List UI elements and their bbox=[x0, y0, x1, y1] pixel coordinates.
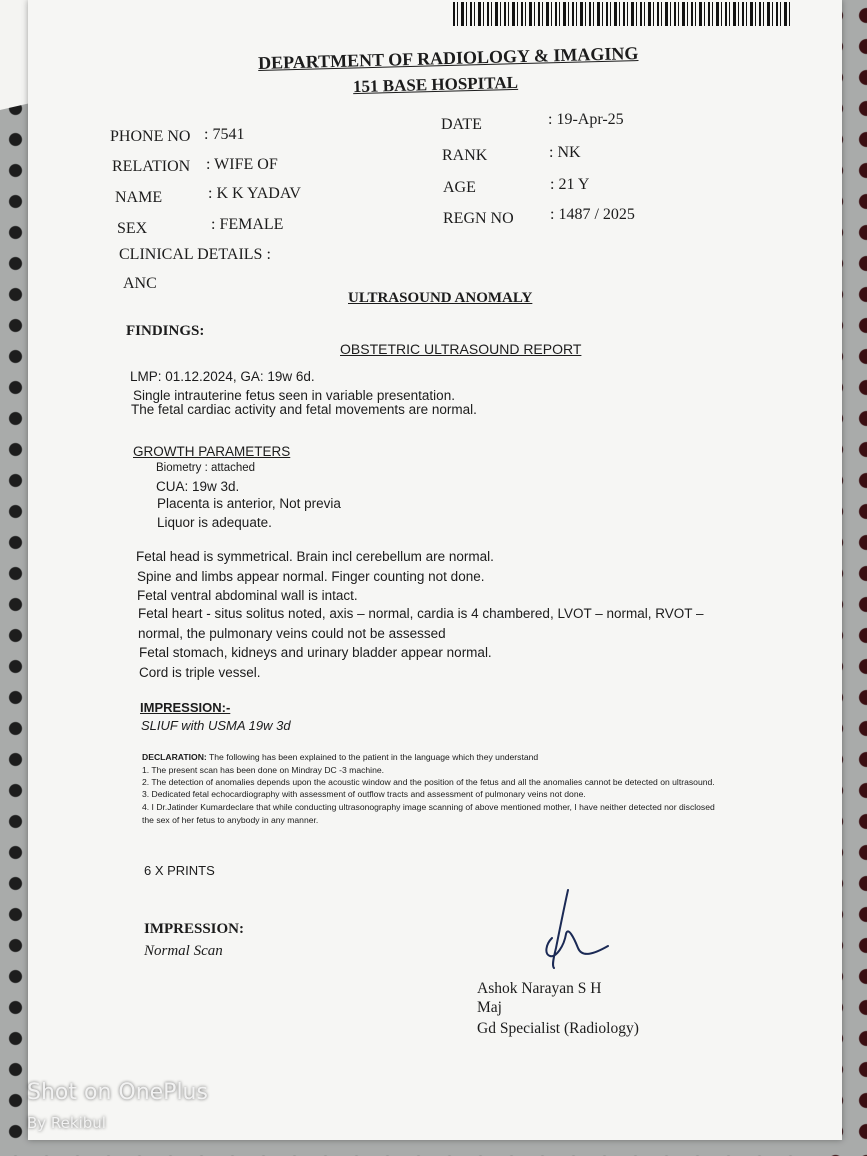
declaration-head: DECLARATION: bbox=[142, 752, 207, 762]
fetal-line: Spine and limbs appear normal. Finger counting not done. bbox=[137, 569, 485, 584]
date-label: DATE bbox=[441, 116, 482, 133]
regn-value: : 1487 / 2025 bbox=[550, 206, 635, 223]
department-title: DEPARTMENT OF RADIOLOGY & IMAGING bbox=[257, 43, 639, 73]
relation-label: RELATION bbox=[112, 158, 191, 175]
doctor-name: Ashok Narayan S H bbox=[477, 980, 602, 997]
declaration-intro bbox=[142, 752, 538, 762]
intro-line: The fetal cardiac activity and fetal movements are normal. bbox=[131, 402, 477, 417]
final-impression-label: IMPRESSION: bbox=[144, 921, 245, 937]
fetal-line: Fetal stomach, kidneys and urinary bladder appear normal. bbox=[139, 645, 492, 660]
growth-line: Placenta is anterior, Not previa bbox=[157, 496, 341, 511]
clinical-details-value: ANC bbox=[123, 275, 157, 292]
doctor-title: Gd Specialist (Radiology) bbox=[477, 1020, 639, 1037]
phone-label: PHONE NO bbox=[110, 128, 191, 145]
prints-count: 6 X PRINTS bbox=[144, 863, 215, 878]
clinical-details-label: CLINICAL DETAILS : bbox=[119, 246, 271, 263]
declaration-item: the sex of her fetus to anybody in any manner. bbox=[142, 815, 319, 825]
phone-value: : 7541 bbox=[204, 126, 245, 143]
growth-line: Liquor is adequate. bbox=[157, 515, 272, 530]
camera-watermark-author: By Rekibul bbox=[27, 1114, 106, 1132]
growth-parameters-title: GROWTH PARAMETERS bbox=[133, 444, 291, 459]
impression-label: IMPRESSION:- bbox=[140, 700, 231, 715]
fetal-line: normal, the pulmonary veins could not be assessed bbox=[138, 626, 446, 641]
fetal-line: Fetal ventral abdominal wall is intact. bbox=[137, 588, 358, 603]
doctor-rank: Maj bbox=[477, 999, 502, 1016]
name-value: : K K YADAV bbox=[208, 185, 301, 202]
age-label: AGE bbox=[443, 179, 476, 196]
growth-line: CUA: 19w 3d. bbox=[156, 479, 240, 494]
final-impression-value: Normal Scan bbox=[144, 943, 223, 959]
signature-icon bbox=[538, 888, 618, 978]
relation-value: : WIFE OF bbox=[206, 156, 278, 173]
rank-label: RANK bbox=[442, 147, 488, 164]
intro-line: LMP: 01.12.2024, GA: 19w 6d. bbox=[130, 369, 315, 384]
declaration-item: 1. The present scan has been done on Mindray DC -3 machine. bbox=[142, 765, 385, 775]
barcode-icon bbox=[453, 2, 793, 26]
name-label: NAME bbox=[115, 189, 163, 206]
findings-label: FINDINGS: bbox=[126, 323, 205, 339]
fetal-line: Cord is triple vessel. bbox=[139, 665, 261, 680]
camera-watermark: Shot on OnePlus bbox=[27, 1080, 208, 1105]
sex-value: : FEMALE bbox=[211, 216, 284, 233]
ultrasound-anomaly-title: ULTRASOUND ANOMALY bbox=[348, 290, 533, 306]
rank-value: : NK bbox=[549, 144, 581, 161]
date-value: : 19-Apr-25 bbox=[548, 111, 624, 128]
age-value: : 21 Y bbox=[550, 176, 590, 193]
fetal-line: Fetal head is symmetrical. Brain incl cerebellum are normal. bbox=[136, 549, 494, 564]
sex-label: SEX bbox=[117, 220, 148, 237]
declaration-item: 4. I Dr.Jatinder Kumardeclare that while conducting ultrasonography image scanning of above mentioned mother, I have neither detected nor disclosed bbox=[142, 802, 715, 812]
impression-value: SLIUF with USMA 19w 3d bbox=[141, 718, 291, 733]
declaration-item: 3. Dedicated fetal echocardiography with assessment of outflow tracts and assessment of pulmonary veins not done. bbox=[142, 789, 586, 799]
intro-line: Single intrauterine fetus seen in variable presentation. bbox=[133, 388, 455, 403]
declaration-intro-text: The following has been explained to the patient in the language which they understand bbox=[206, 752, 539, 762]
obstetric-report-title: OBSTETRIC ULTRASOUND REPORT bbox=[340, 341, 582, 357]
report-paper bbox=[28, 0, 842, 1140]
declaration-item: 2. The detection of anomalies depends upon the acoustic window and the position of the fetus and all the anomalies cannot be detected on ultrasound. bbox=[142, 777, 715, 787]
regn-label: REGN NO bbox=[443, 210, 514, 227]
fetal-line: Fetal heart - situs solitus noted, axis – normal, cardia is 4 chambered, LVOT – normal, RVOT – bbox=[138, 606, 704, 621]
biometry-line: Biometry : attached bbox=[156, 462, 256, 474]
hospital-title: 151 BASE HOSPITAL bbox=[352, 72, 519, 97]
